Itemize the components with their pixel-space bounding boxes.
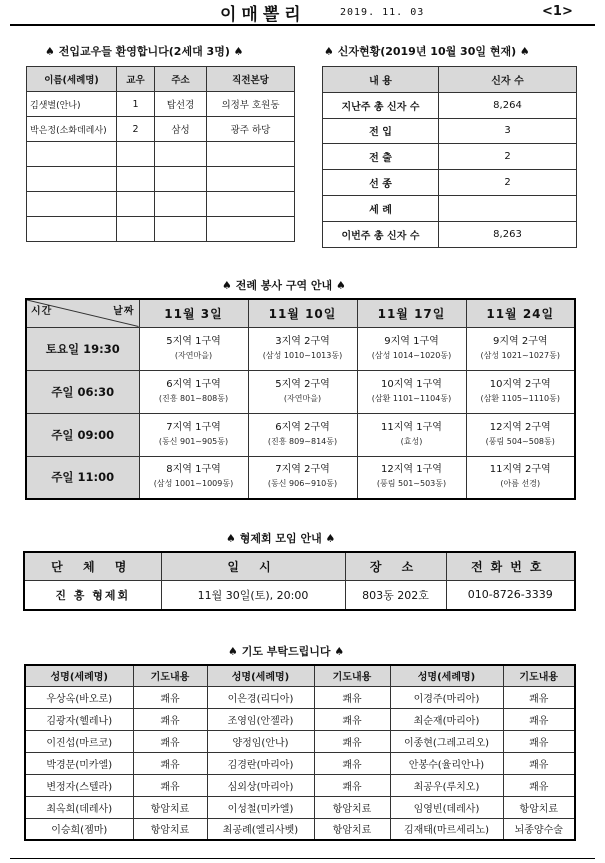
prayer-intent: 쾌유	[133, 774, 207, 796]
zone-label: 10지역 1구역	[381, 378, 442, 390]
empty-row	[27, 142, 295, 167]
person-name: 조영임(안젤라)	[207, 708, 314, 730]
table-row	[25, 818, 575, 840]
zone-detail: (풍림 501~503동)	[376, 479, 447, 489]
phone-number: 010-8726-3339	[446, 580, 575, 610]
stats-table	[322, 66, 577, 248]
service-cell	[139, 327, 248, 370]
service-cell	[357, 456, 466, 499]
zone-label: 6지역 2구역	[275, 421, 330, 433]
zone-label: 7지역 2구역	[275, 464, 330, 476]
person-name: 이경주(마리아)	[390, 686, 503, 708]
corner-time-label: 시간	[31, 306, 53, 317]
stat-value: 8,263	[439, 221, 577, 247]
date-header: 11월 10일	[248, 299, 357, 327]
cell-name: 김샛별(안나)	[27, 92, 117, 117]
empty-row	[27, 167, 295, 192]
service-cell	[357, 327, 466, 370]
cell-name: 박은정(소화데레사)	[27, 117, 117, 142]
table-row	[25, 686, 575, 708]
prayer-intent: 쾌유	[133, 708, 207, 730]
service-title: ♠ 전례 봉사 구역 안내 ♠	[222, 279, 346, 292]
zone-label: 5지역 2구역	[275, 378, 330, 390]
prayer-intent: 뇌종양수술	[503, 818, 575, 840]
column-header: 직전본당	[207, 67, 295, 92]
newcomers-table	[26, 66, 295, 242]
zone-detail: (동신 906~910동)	[267, 479, 338, 489]
prayer-intent: 쾌유	[314, 730, 390, 752]
person-name: 최공례(엘리사벳)	[207, 818, 314, 840]
zone-label: 9지역 1구역	[384, 335, 439, 347]
person-name: 이성철(미카엘)	[207, 796, 314, 818]
column-header: 주소	[155, 67, 207, 92]
service-cell	[466, 370, 575, 413]
prayer-intent: 쾌유	[503, 730, 575, 752]
prayer-table	[24, 664, 576, 841]
empty-row	[27, 192, 295, 217]
stat-label: 전 입	[323, 118, 439, 144]
column-header: 성명(세례명)	[25, 665, 133, 686]
zone-detail: (삼환 1101~1104동)	[371, 393, 452, 403]
column-header: 신자 수	[439, 67, 577, 93]
table-row	[25, 730, 575, 752]
table-header-row	[24, 552, 575, 580]
bulletin-header	[10, 0, 595, 26]
date-header: 11월 24일	[466, 299, 575, 327]
prayer-intent: 쾌유	[314, 752, 390, 774]
column-header: 전화번호	[446, 552, 575, 580]
table-row	[24, 580, 575, 610]
page-number: <1>	[542, 4, 573, 19]
stat-label: 전 출	[323, 144, 439, 170]
person-name: 변정자(스텔라)	[25, 774, 133, 796]
stat-value: 8,264	[439, 92, 577, 118]
date-header: 11월 17일	[357, 299, 466, 327]
prayer-intent: 쾌유	[503, 774, 575, 796]
service-cell	[139, 413, 248, 456]
table-row	[26, 327, 575, 370]
stat-value: 2	[439, 144, 577, 170]
table-header-row	[26, 299, 575, 327]
column-header: 교우	[117, 67, 155, 92]
brotherhood-title: ♠ 형제회 모임 안내 ♠	[226, 532, 336, 545]
table-row	[323, 144, 577, 170]
table-row	[26, 413, 575, 456]
zone-detail: (자연마을)	[283, 393, 322, 403]
prayer-intent: 항암치료	[133, 796, 207, 818]
table-row	[323, 118, 577, 144]
table-row	[26, 456, 575, 499]
service-cell	[466, 413, 575, 456]
cell-parish: 광주 하당	[207, 117, 295, 142]
zone-label: 12지역 1구역	[381, 464, 442, 476]
person-name: 이은경(리디아)	[207, 686, 314, 708]
date-header: 11월 3일	[139, 299, 248, 327]
prayer-intent: 쾌유	[133, 730, 207, 752]
service-cell	[248, 327, 357, 370]
newcomers-title: ♠ 전입교우들 환영합니다(2세대 3명) ♠	[45, 45, 244, 58]
table-row	[25, 774, 575, 796]
prayer-intent: 쾌유	[314, 708, 390, 730]
zone-label: 8지역 1구역	[166, 464, 221, 476]
stat-value: 3	[439, 118, 577, 144]
footer-divider	[10, 858, 595, 859]
prayer-title: ♠ 기도 부탁드립니다 ♠	[228, 645, 345, 658]
prayer-intent: 항암치료	[133, 818, 207, 840]
person-name: 이종현(그레고리오)	[390, 730, 503, 752]
zone-detail: (효성)	[400, 436, 423, 446]
zone-detail: (아름 선경)	[500, 479, 541, 489]
zone-detail: (풍림 504~508동)	[485, 436, 555, 446]
prayer-intent: 항암치료	[503, 796, 575, 818]
empty-row	[27, 217, 295, 242]
service-cell	[466, 456, 575, 499]
column-header: 기도내용	[503, 665, 575, 686]
meeting-time: 11월 30일(토), 20:00	[161, 580, 345, 610]
corner-header	[26, 299, 139, 327]
service-cell	[357, 413, 466, 456]
stat-label: 세 례	[323, 195, 439, 221]
prayer-intent: 쾌유	[503, 686, 575, 708]
service-cell	[466, 327, 575, 370]
service-cell	[248, 413, 357, 456]
brotherhood-table	[23, 551, 576, 611]
person-name: 최공우(루치오)	[390, 774, 503, 796]
table-header-row	[25, 665, 575, 686]
column-header: 단 체 명	[24, 552, 161, 580]
zone-label: 6지역 1구역	[166, 378, 221, 390]
stat-value: 2	[439, 170, 577, 196]
zone-label: 7지역 1구역	[166, 421, 221, 433]
prayer-intent: 쾌유	[503, 708, 575, 730]
prayer-intent: 쾌유	[503, 752, 575, 774]
prayer-intent: 쾌유	[133, 752, 207, 774]
corner-date-label: 날짜	[113, 306, 135, 317]
column-header: 장 소	[345, 552, 446, 580]
service-cell	[357, 370, 466, 413]
zone-label: 12지역 2구역	[489, 421, 551, 433]
cell-address: 삼성	[155, 117, 207, 142]
service-cell	[139, 456, 248, 499]
person-name: 김재태(마르세리노)	[390, 818, 503, 840]
zone-label: 3지역 2구역	[275, 335, 330, 347]
zone-detail: (삼성 1021~1027동)	[480, 350, 560, 360]
person-name: 김광자(헬레나)	[25, 708, 133, 730]
zone-label: 9지역 2구역	[492, 335, 548, 347]
person-name: 심외상(마리아)	[207, 774, 314, 796]
column-header: 성명(세례명)	[207, 665, 314, 686]
column-header: 성명(세례명)	[390, 665, 503, 686]
service-cell	[248, 370, 357, 413]
column-header: 일 시	[161, 552, 345, 580]
time-header: 주일 09:00	[26, 413, 139, 456]
prayer-intent: 쾌유	[314, 774, 390, 796]
bulletin-title: 이매뽈리	[220, 5, 306, 25]
person-name: 임영빈(데레사)	[390, 796, 503, 818]
person-name: 우상옥(바오로)	[25, 686, 133, 708]
prayer-intent: 항암치료	[314, 818, 390, 840]
table-header-row	[27, 67, 295, 92]
service-cell	[248, 456, 357, 499]
table-row	[27, 117, 295, 142]
zone-label: 11지역 2구역	[489, 464, 551, 476]
person-name: 이승희(젬마)	[25, 818, 133, 840]
table-row	[25, 708, 575, 730]
time-header: 주일 11:00	[26, 456, 139, 499]
time-header: 토요일 19:30	[26, 327, 139, 370]
zone-detail: (삼환 1105~1110동)	[480, 393, 560, 403]
column-header: 기도내용	[133, 665, 207, 686]
prayer-intent: 쾌유	[133, 686, 207, 708]
table-row	[323, 170, 577, 196]
person-name: 박경문(미카엘)	[25, 752, 133, 774]
person-name: 이진섭(마르코)	[25, 730, 133, 752]
table-row	[323, 195, 577, 221]
cell-count: 2	[117, 117, 155, 142]
stat-value	[439, 195, 577, 221]
meeting-place: 803동 202호	[345, 580, 446, 610]
table-row	[27, 92, 295, 117]
zone-detail: (삼성 1014~1020동)	[371, 350, 452, 360]
prayer-intent: 항암치료	[314, 796, 390, 818]
service-cell	[139, 370, 248, 413]
service-table	[25, 298, 576, 500]
zone-label: 11지역 1구역	[381, 421, 442, 433]
stat-label: 지난주 총 신자 수	[323, 92, 439, 118]
person-name: 양정임(안나)	[207, 730, 314, 752]
zone-detail: (동신 901~905동)	[158, 436, 229, 446]
zone-detail: (진흥 809~814동)	[267, 436, 338, 446]
person-name: 안봉수(율리안나)	[390, 752, 503, 774]
table-row	[25, 752, 575, 774]
stat-label: 선 종	[323, 170, 439, 196]
table-row	[323, 92, 577, 118]
person-name: 김경란(마리아)	[207, 752, 314, 774]
zone-detail: (진흥 801~808동)	[158, 393, 229, 403]
stat-label: 이번주 총 신자 수	[323, 221, 439, 247]
person-name: 최순재(마리아)	[390, 708, 503, 730]
cell-parish: 의정부 호원동	[207, 92, 295, 117]
column-header: 이름(세례명)	[27, 67, 117, 92]
zone-detail: (삼성 1010~1013동)	[262, 350, 343, 360]
cell-count: 1	[117, 92, 155, 117]
table-row	[25, 796, 575, 818]
prayer-intent: 쾌유	[314, 686, 390, 708]
column-header: 기도내용	[314, 665, 390, 686]
group-name: 진 흥 형제회	[24, 580, 161, 610]
table-header-row	[323, 67, 577, 93]
time-header: 주일 06:30	[26, 370, 139, 413]
table-row	[323, 221, 577, 247]
zone-detail: (삼성 1001~1009동)	[153, 479, 234, 489]
person-name: 최옥희(데레사)	[25, 796, 133, 818]
column-header: 내 용	[323, 67, 439, 93]
zone-label: 5지역 1구역	[166, 335, 221, 347]
zone-label: 10지역 2구역	[489, 378, 551, 390]
bulletin-date: 2019. 11. 03	[340, 7, 425, 18]
zone-detail: (자연마을)	[174, 350, 213, 360]
table-row	[26, 370, 575, 413]
cell-address: 탑선경	[155, 92, 207, 117]
stats-title: ♠ 신자현황(2019년 10월 30일 현재) ♠	[324, 45, 530, 58]
